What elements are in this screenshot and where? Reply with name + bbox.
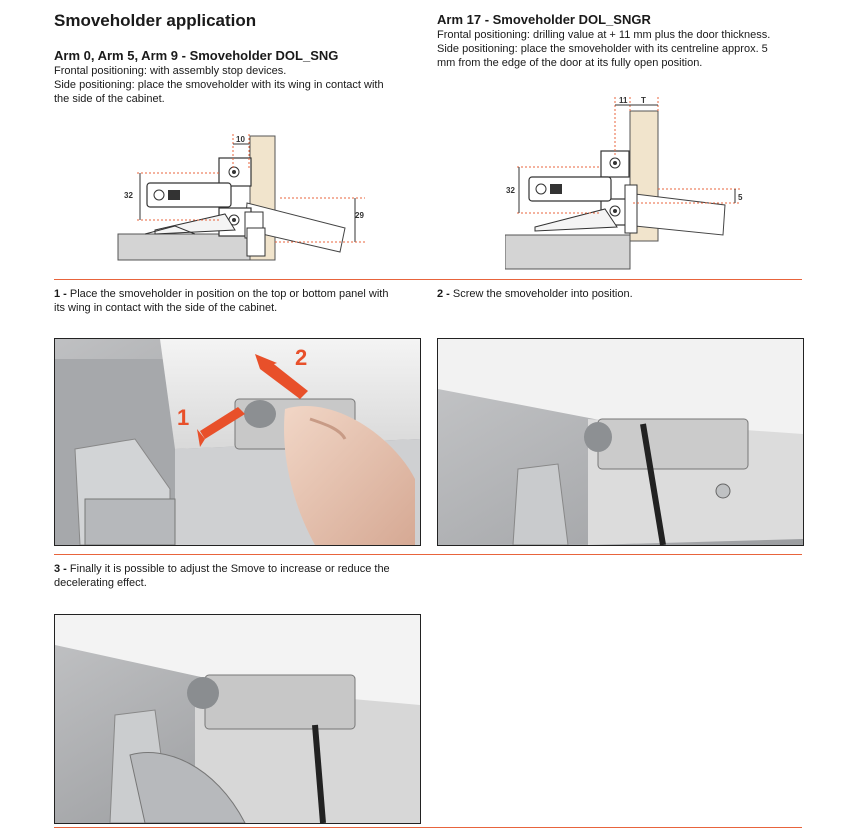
step-1-number: 1 - <box>54 288 67 300</box>
step-3-line-2: decelerating effect. <box>54 577 147 589</box>
step-3-number: 3 - <box>54 563 67 575</box>
step-2-text <box>437 287 807 301</box>
step-2-number: 2 - <box>437 288 450 300</box>
separator-rule-3 <box>54 827 802 828</box>
dim-t-label: T <box>641 96 646 105</box>
photo-step-2 <box>437 338 804 546</box>
callout-2: 2 <box>295 345 308 370</box>
right-section-text <box>437 28 770 70</box>
separator-rule-2 <box>54 554 802 555</box>
photo-step-1 <box>54 338 421 546</box>
dim-32-label-right: 32 <box>506 186 515 195</box>
left-section-heading: Arm 0, Arm 5, Arm 9 - Smoveholder DOL_SNG <box>54 48 339 63</box>
right-text-line-2: Side positioning: place the smoveholder with its centreline approx. 5 <box>437 43 768 55</box>
step-1-text <box>54 287 424 315</box>
page-title: Smoveholder application <box>54 11 257 30</box>
dim-11-label: 11 <box>619 96 628 105</box>
step-3-text <box>54 562 424 590</box>
separator-rule-1 <box>54 279 802 280</box>
left-section-text <box>54 64 384 106</box>
diagram-arm17-smoveholder <box>505 95 750 270</box>
step-1-line-2: its wing in contact with the side of the cabinet. <box>54 302 278 314</box>
left-text-line-2: Side positioning: place the smoveholder with its wing in contact with <box>54 79 384 91</box>
dim-5-label: 5 <box>738 193 743 202</box>
diagram-arm0-smoveholder <box>115 130 365 270</box>
callout-1: 1 <box>177 405 190 430</box>
right-text-line-3: mm from the edge of the door at its fully open position. <box>437 57 703 69</box>
left-text-line-3: the side of the cabinet. <box>54 93 165 105</box>
step-3-line-1: Finally it is possible to adjust the Smove to increase or reduce the <box>66 563 390 575</box>
step-2-line-1: Screw the smoveholder into position. <box>449 288 633 300</box>
dim-29-label: 29 <box>355 211 364 220</box>
left-text-line-1: Frontal positioning: with assembly stop devices. <box>54 65 287 77</box>
dim-10-label: 10 <box>236 135 245 144</box>
dim-32-label: 32 <box>124 191 133 200</box>
right-text-line-1: Frontal positioning: drilling value at + 11 mm plus the door thickness. <box>437 29 771 41</box>
right-section-heading: Arm 17 - Smoveholder DOL_SNGR <box>437 12 651 27</box>
step-1-line-1: Place the smoveholder in position on the top or bottom panel with <box>66 288 389 300</box>
photo-step-3 <box>54 614 421 824</box>
